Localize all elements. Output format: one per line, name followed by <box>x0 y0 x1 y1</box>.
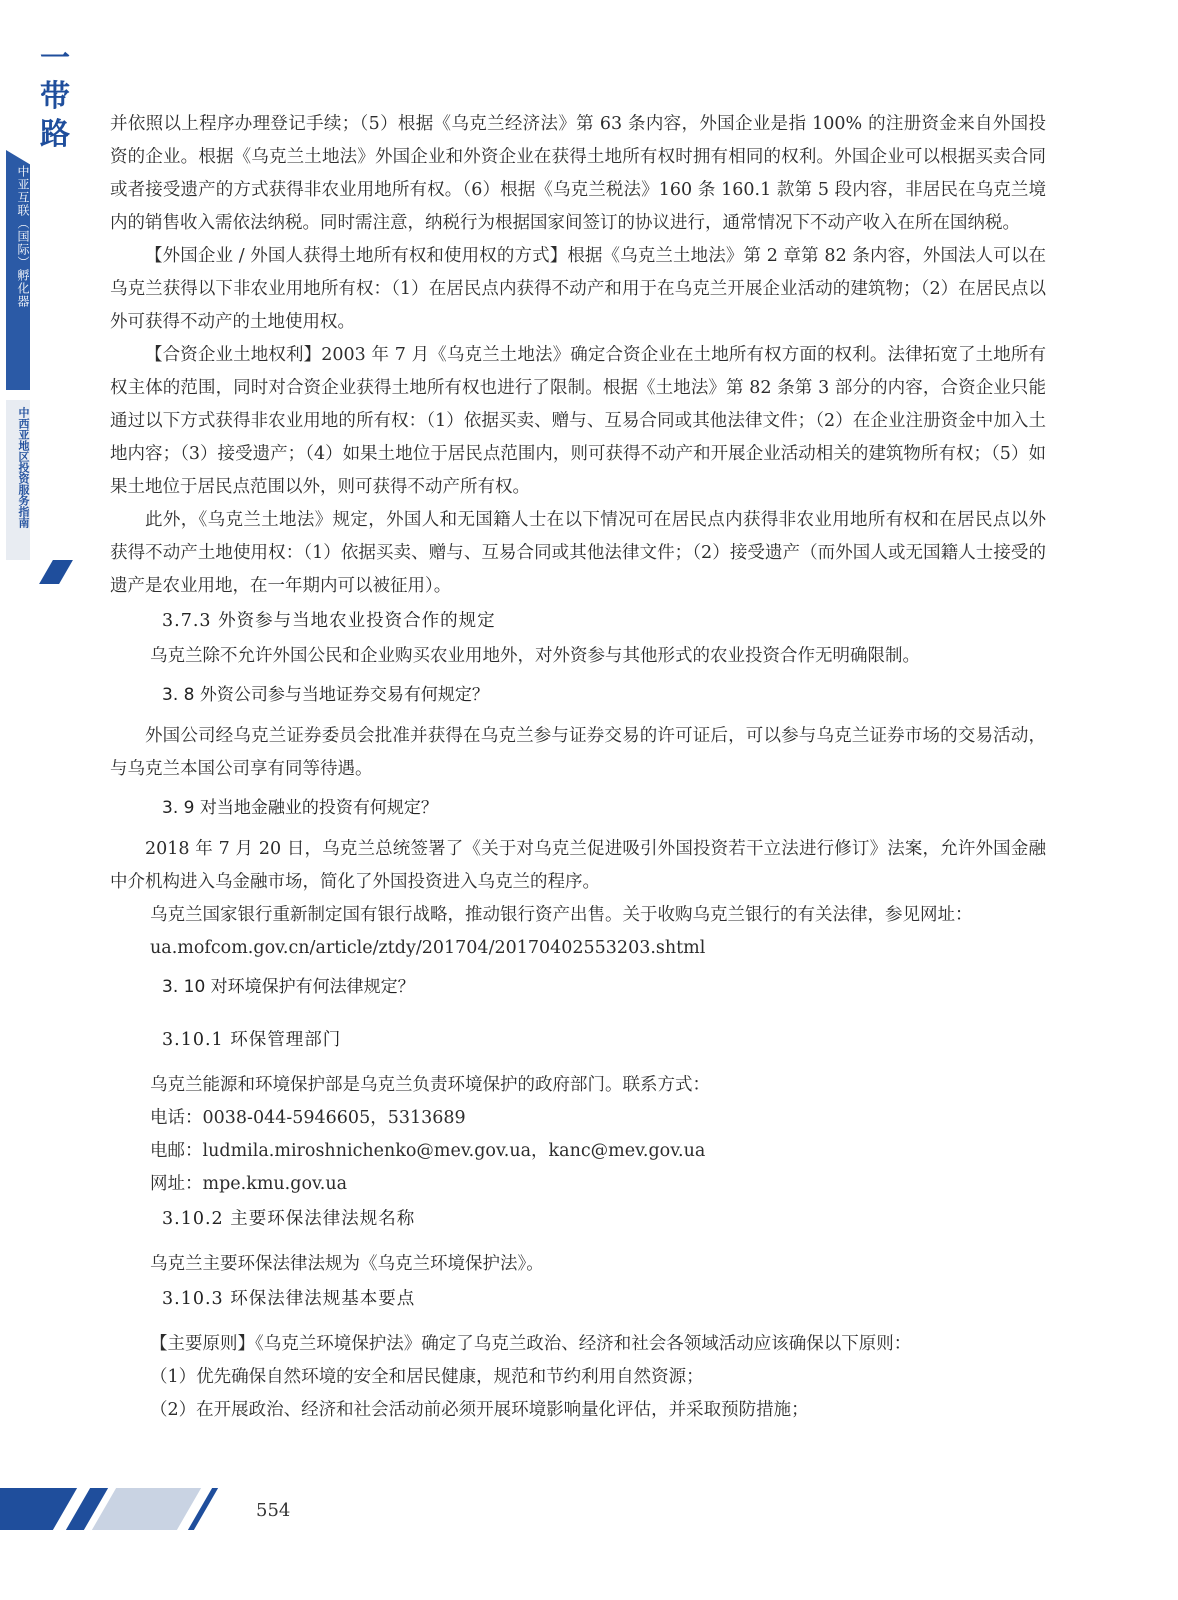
logo-char-1: 一 <box>40 41 70 76</box>
section-heading: 3.10.3 环保法律法规基本要点 <box>162 1289 416 1309</box>
footer-bar <box>0 1488 77 1530</box>
paragraph: 乌克兰主要环保法律法规为《乌克兰环境保护法》。 <box>150 1254 544 1274</box>
paragraph: 2018 年 7 月 20 日，乌克兰总统签署了《关于对乌克兰促进吸引外国投资若干立法进行修订》法案，允许外国金融中介机构进入乌金融市场，简化了外国投资进入乌克兰的程序。 <box>110 839 1046 892</box>
logo <box>38 40 72 170</box>
url-text: ua.mofcom.gov.cn/article/ztdy/201704/20170402553203.shtml <box>150 938 706 958</box>
logo-char-2: 带 <box>40 79 70 114</box>
footer-decoration <box>0 1488 230 1530</box>
contact-phone: 电话：0038-044-5946605，5313689 <box>150 1108 466 1128</box>
paragraph: 外国公司经乌克兰证券委员会批准并获得在乌克兰参与证券交易的许可证后，可以参与乌克兰证券市场的交易活动，与乌克兰本国公司享有同等待遇。 <box>110 726 1046 779</box>
list-item: （1）优先确保自然环境的安全和居民健康，规范和节约利用自然资源； <box>150 1367 704 1387</box>
logo-char-3: 路 <box>40 117 70 152</box>
paragraph: 乌克兰除不允许外国公民和企业购买农业用地外，对外资参与其他形式的农业投资合作无明确限制。 <box>150 646 920 666</box>
section-heading: 3. 8 外资公司参与当地证券交易有何规定？ <box>162 685 489 705</box>
page-body <box>110 108 1046 1427</box>
side-band <box>38 40 72 600</box>
side-band-bottom-text: 中西亚地区投资服务指南 <box>17 407 30 528</box>
section-heading: 3.7.3 外资参与当地农业投资合作的规定 <box>162 611 496 631</box>
section-heading: 3.10.1 环保管理部门 <box>162 1030 342 1050</box>
paragraph: 【主要原则】《乌克兰环境保护法》确定了乌克兰政治、经济和社会各领域活动应该确保以下原则： <box>150 1334 912 1354</box>
contact-web: 网址：mpe.kmu.gov.ua <box>150 1174 348 1194</box>
contact-email: 电邮：ludmila.miroshnichenko@mev.gov.ua，kanc@mev.gov.ua <box>150 1141 706 1161</box>
paragraph: 此外，《乌克兰土地法》规定，外国人和无国籍人士在以下情况可在居民点内获得非农业用地所有权和在居民点以外获得不动产土地使用权：（1）依据买卖、赠与、互易合同或其他法律文件；（2）接受遗产（而外国人或无国籍人士接受的遗产是农业用地，在一年期内可以被征用）。 <box>110 510 1046 596</box>
paragraph: 乌克兰国家银行重新制定国有银行战略，推动银行资产出售。关于收购乌克兰银行的有关法律，参见网址： <box>150 905 973 925</box>
paragraph: 乌克兰能源和环境保护部是乌克兰负责环境保护的政府部门。联系方式： <box>150 1075 710 1095</box>
page-number: 554 <box>256 1500 291 1521</box>
section-heading: 3. 9 对当地金融业的投资有何规定？ <box>162 798 438 818</box>
side-band-top-text: 中亚互联（国际）孵化器 <box>16 165 30 308</box>
paragraph: 【外国企业 / 外国人获得土地所有权和使用权的方式】根据《乌克兰土地法》第 2 章第 82 条内容，外国法人可以在乌克兰获得以下非农业用地所有权：（1）在居民点内获得不动产和用于在乌克兰开展企业活动的建筑物；（2）在居民点以外可获得不动产的土地使用权。 <box>110 246 1046 332</box>
footer-bar <box>92 1488 201 1530</box>
list-item: （2）在开展政治、经济和社会活动前必须开展环境影响量化评估，并采取预防措施； <box>150 1400 809 1420</box>
section-heading: 3. 10 对环境保护有何法律规定？ <box>162 977 415 997</box>
paragraph: 并依照以上程序办理登记手续；（5）根据《乌克兰经济法》第 63 条内容，外国企业是指 100% 的注册资金来自外国投资的企业。根据《乌克兰土地法》外国企业和外资企业在获得土地所有权时拥有相同的权利。外国企业可以根据买卖合同或者接受遗产的方式获得非农业用地所有权。（6）根据《乌克兰税法》160 条 160.1 款第 5 段内容，非居民在乌克兰境内的销售收入需依法纳税。同时需注意，纳税行为根据国家间签订的协议进行，通常情况下不动产收入在所在国纳税。 <box>110 114 1046 233</box>
paragraph: 【合资企业土地权利】2003 年 7 月《乌克兰土地法》确定合资企业在土地所有权方面的权利。法律拓宽了土地所有权主体的范围，同时对合资企业获得土地所有权也进行了限制。根据《土地法》第 82 条第 3 部分的内容，合资企业只能通过以下方式获得非农业用地的所有权：（1）依据买卖、赠与、互易合同或其他法律文件；（2）在企业注册资金中加入土地内容；（3）接受遗产；（4）如果土地位于居民点范围内，则可获得不动产和开展企业活动相关的建筑物所有权；（5）如果土地位于居民点范围以外，则可获得不动产所有权。 <box>110 345 1046 497</box>
section-heading: 3.10.2 主要环保法律法规名称 <box>162 1209 416 1229</box>
